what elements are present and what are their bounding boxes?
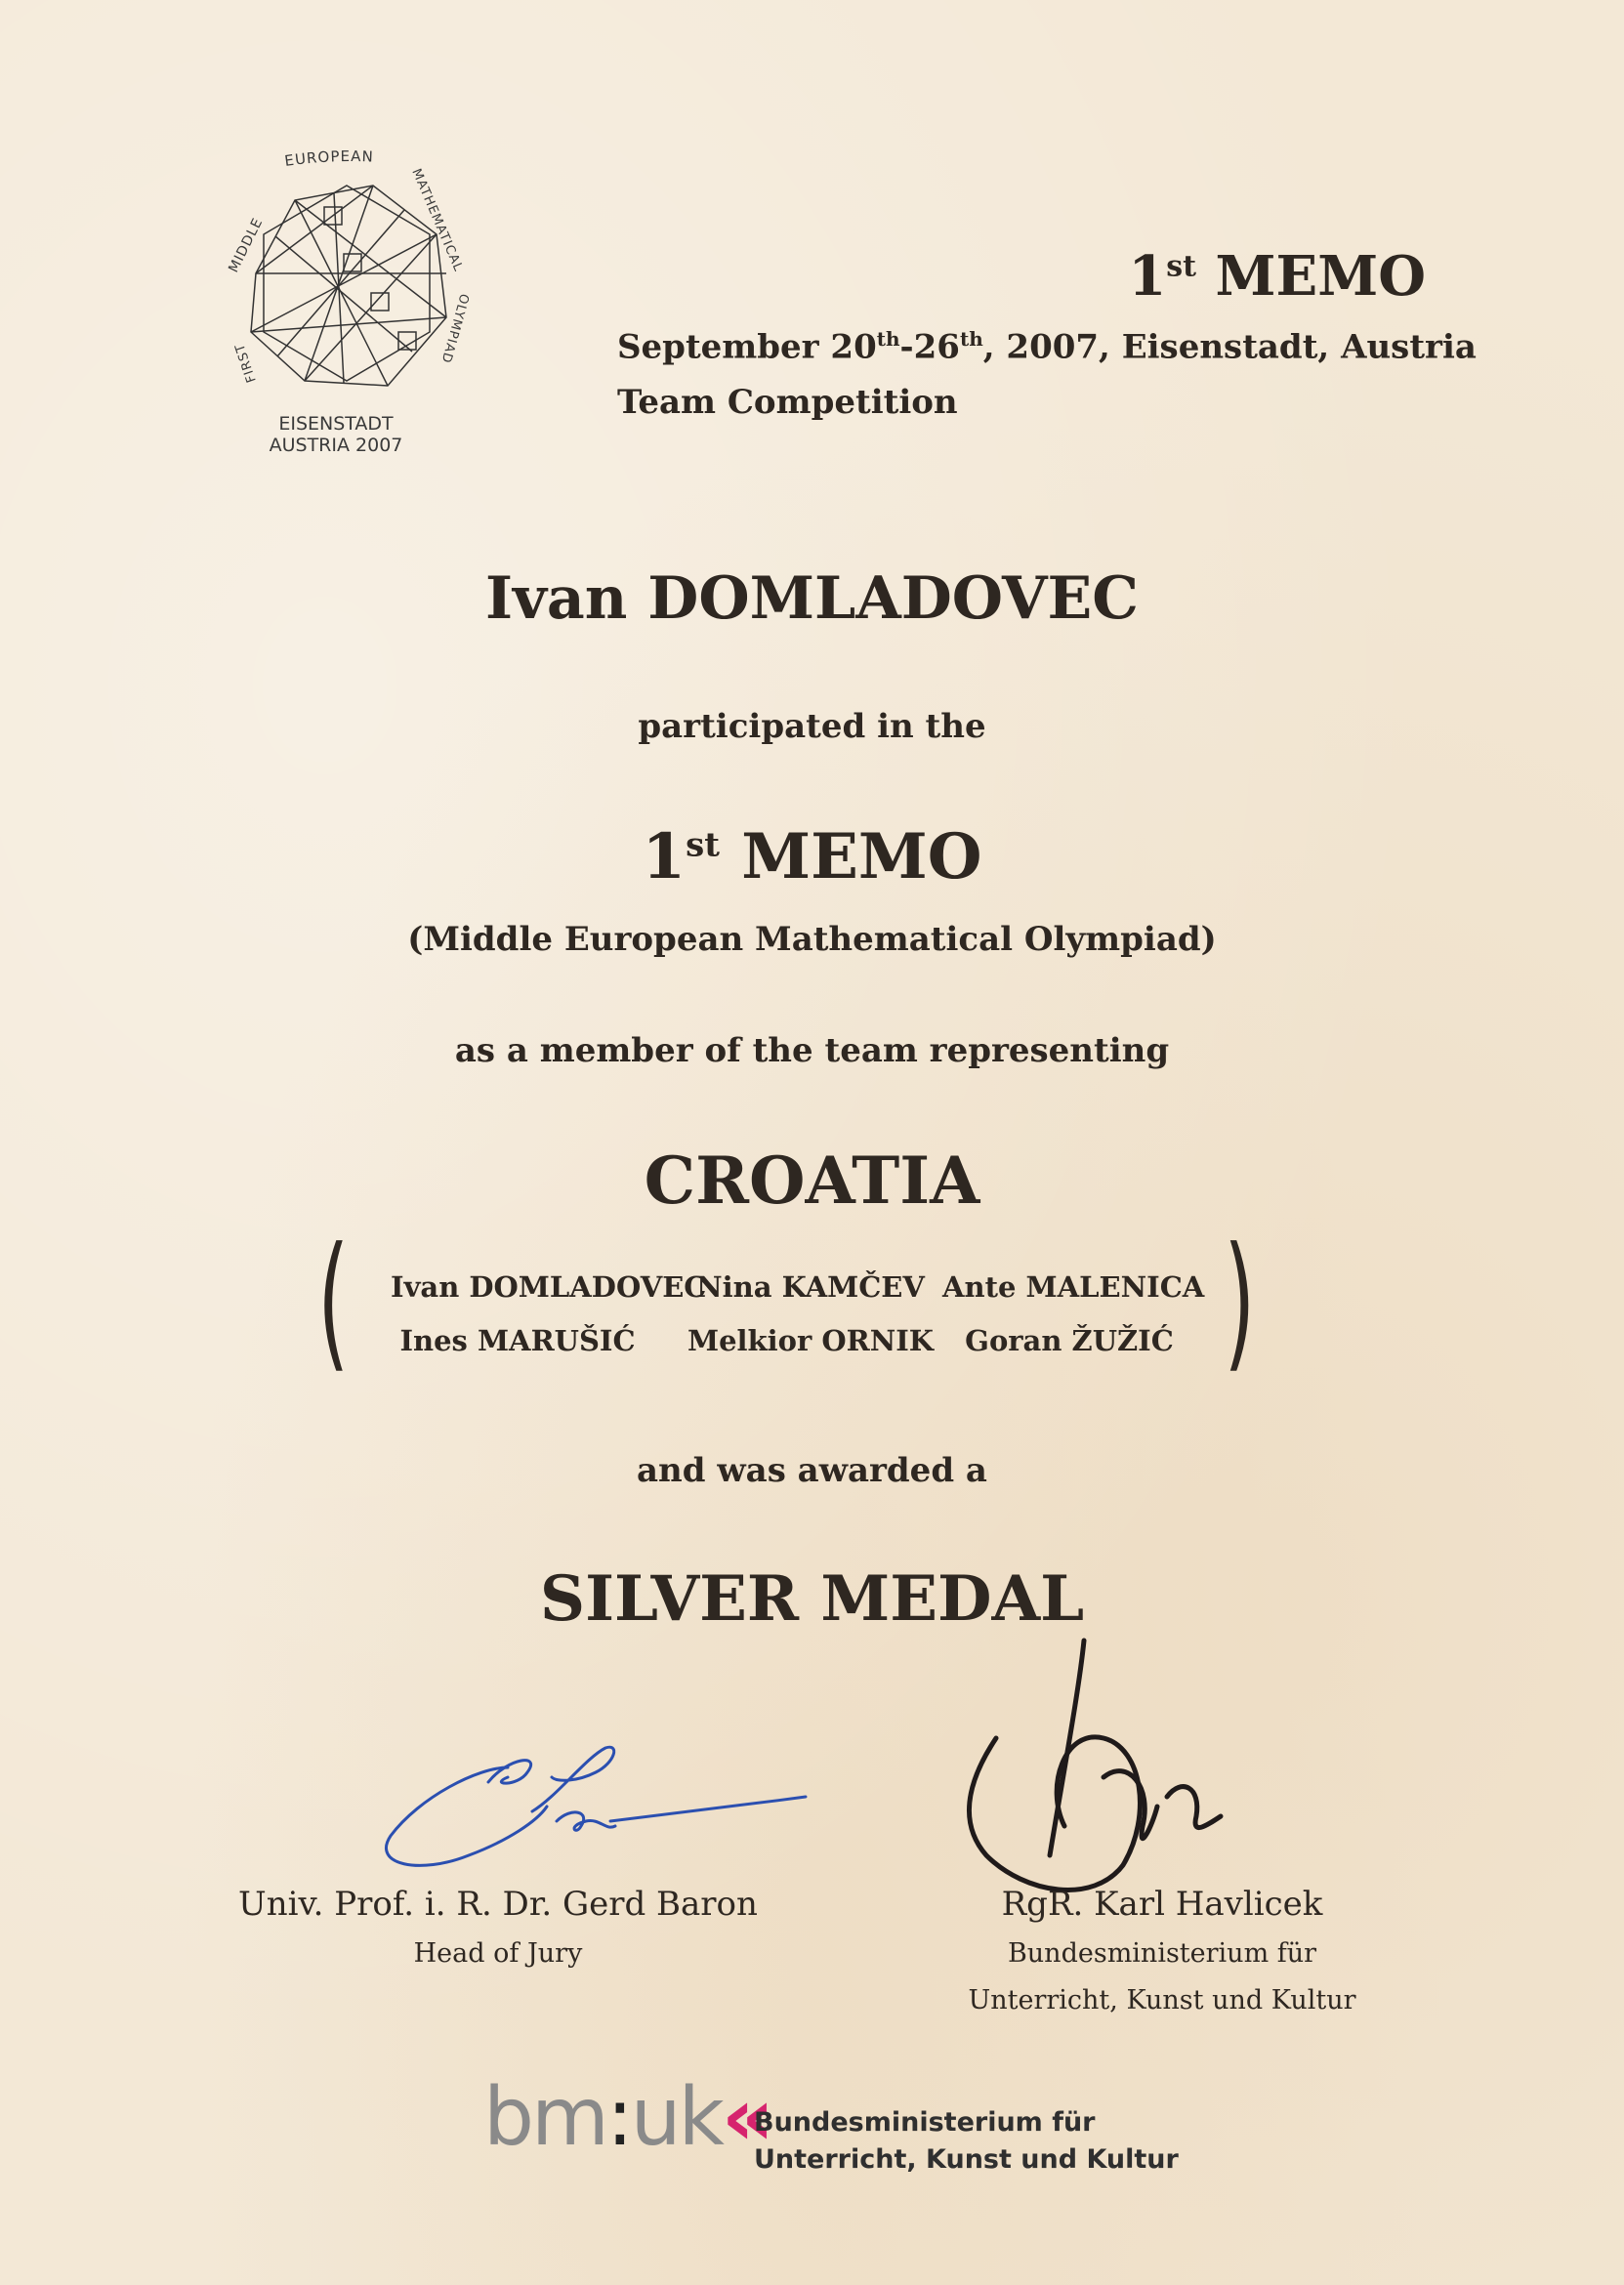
signer2-role-line2: Unterricht, Kunst und Kultur — [968, 1985, 1356, 2015]
signer1-name: Univ. Prof. i. R. Dr. Gerd Baron — [238, 1885, 758, 1924]
header-event: MEMO — [1215, 244, 1426, 309]
header-dates-rest: , 2007, Eisenstadt, Austria — [982, 327, 1477, 367]
signer2-role-line1: Bundesministerium für — [1007, 1938, 1317, 1969]
logo-arc-right2: OLYMPIAD — [437, 291, 472, 365]
logo-line2: AUSTRIA 2007 — [269, 435, 403, 456]
svg-text:EUROPEAN — [283, 147, 374, 170]
bmuk-logo-colon: : — [605, 2071, 631, 2164]
svg-text:FIRST — [232, 341, 260, 384]
member-text: as a member of the team representing — [454, 1031, 1170, 1070]
event-ordinal: 1 — [642, 820, 687, 893]
logo-arc-left: MIDDLE — [226, 215, 267, 275]
bmuk-logo-part3: uk — [630, 2071, 723, 2164]
team-member: Ante MALENICA — [942, 1270, 1205, 1304]
header-subtitle: Team Competition — [617, 383, 958, 422]
award-title: SILVER MEDAL — [539, 1562, 1085, 1636]
logo-arc-bottom-left: FIRST — [232, 341, 260, 385]
signer1-role: Head of Jury — [413, 1938, 583, 1969]
bracket-open: ( — [317, 1217, 350, 1387]
team-member: Melkior ORNIK — [687, 1324, 935, 1357]
header-ordinal-suffix: st — [1166, 249, 1197, 284]
bmuk-logo-part1: bm — [483, 2071, 606, 2164]
header-ordinal: 1 — [1128, 244, 1167, 309]
signer2-name: RgR. Karl Havlicek — [1001, 1885, 1323, 1924]
team-member: Goran ŽUŽIĆ — [965, 1324, 1174, 1357]
bracket-close: ) — [1224, 1217, 1256, 1387]
header-dates-suffix1: th — [876, 327, 900, 351]
event-name: MEMO — [741, 820, 982, 893]
signature-baron — [361, 1728, 811, 1894]
awarded-text: and was awarded a — [637, 1451, 987, 1490]
bmuk-logo — [483, 2071, 761, 2164]
header-dates — [617, 327, 1477, 366]
footer-line2: Unterricht, Kunst und Kultur — [754, 2144, 1179, 2175]
header-dates-suffix2: th — [959, 327, 983, 351]
logo-arc-right: MATHEMATICAL — [408, 166, 466, 274]
event-full-name: (Middle European Mathematical Olympiad) — [407, 920, 1217, 959]
svg-text:MATHEMATICAL — [408, 167, 465, 274]
logo-arc-top: EUROPEAN — [283, 146, 375, 170]
event-ordinal-suffix: st — [686, 825, 720, 865]
header-dates-prefix: September 20 — [617, 327, 877, 367]
event-title — [0, 820, 1624, 893]
team-member: Ines MARUŠIĆ — [399, 1324, 636, 1357]
footer-line1: Bundesministerium für — [754, 2107, 1096, 2138]
participated-text: participated in the — [638, 707, 986, 746]
logo-hexagon-icon — [251, 186, 446, 386]
memo-logo — [217, 146, 490, 469]
country: CROATIA — [644, 1142, 980, 1219]
team-member: Ivan DOMLADOVEC — [391, 1270, 707, 1304]
signature-havlicek — [957, 1631, 1250, 1924]
header-dates-middle: -26 — [899, 327, 960, 367]
recipient-name: Ivan DOMLADOVEC — [484, 564, 1140, 633]
svg-text:OLYMPIAD — [437, 292, 471, 365]
logo-line1: EISENSTADT — [278, 413, 394, 435]
header-title — [1035, 244, 1426, 309]
team-member: Nina KAMČEV — [696, 1270, 925, 1304]
bmuk-chevron-icon: ‹‹ — [722, 2071, 761, 2164]
